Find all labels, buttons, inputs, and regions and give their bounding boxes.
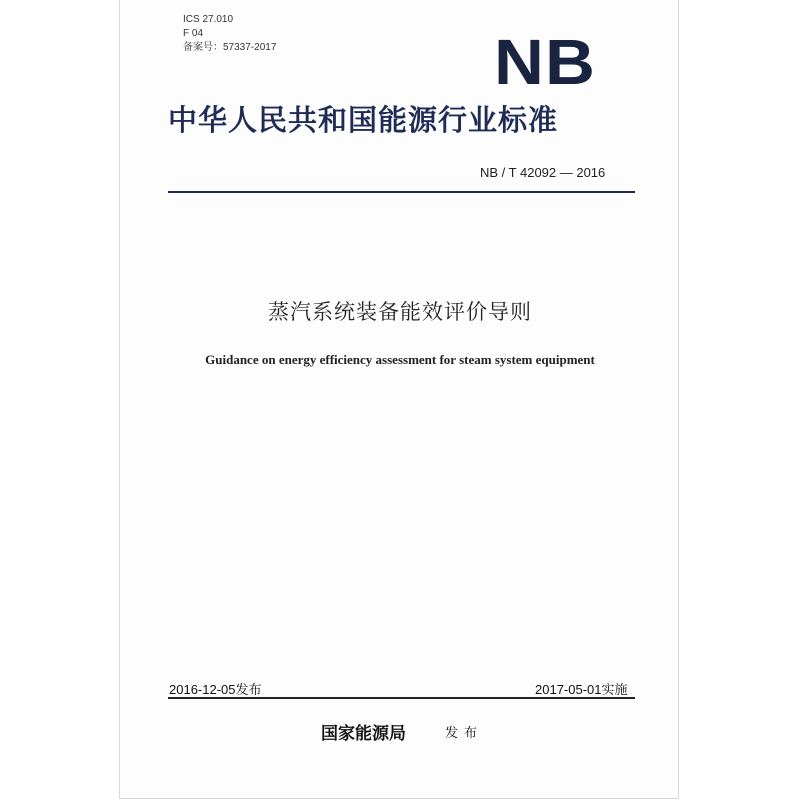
implementation-date: 2017-05-01实施 [535, 682, 628, 697]
ccs-code: F 04 [183, 28, 204, 39]
standard-number: NB / T 42092 — 2016 [480, 165, 606, 180]
standard-category: 中华人民共和国能源行业标准 [168, 103, 559, 137]
header-divider [168, 191, 635, 193]
issuing-authority: 国家能源局 [321, 724, 406, 744]
footer-divider [168, 697, 635, 699]
ics-code: ICS 27.010 [183, 14, 234, 25]
issue-date: 2016-12-05发布 [169, 682, 262, 697]
document-title-en: Guidance on energy efficiency assessment for steam system equipment [205, 352, 595, 367]
document-title-cn: 蒸汽系统装备能效评价导则 [268, 300, 532, 324]
nb-logo: NB [494, 26, 596, 98]
record-number: 备案号：57337-2017 [183, 42, 277, 53]
issue-label: 发布 [445, 726, 484, 741]
